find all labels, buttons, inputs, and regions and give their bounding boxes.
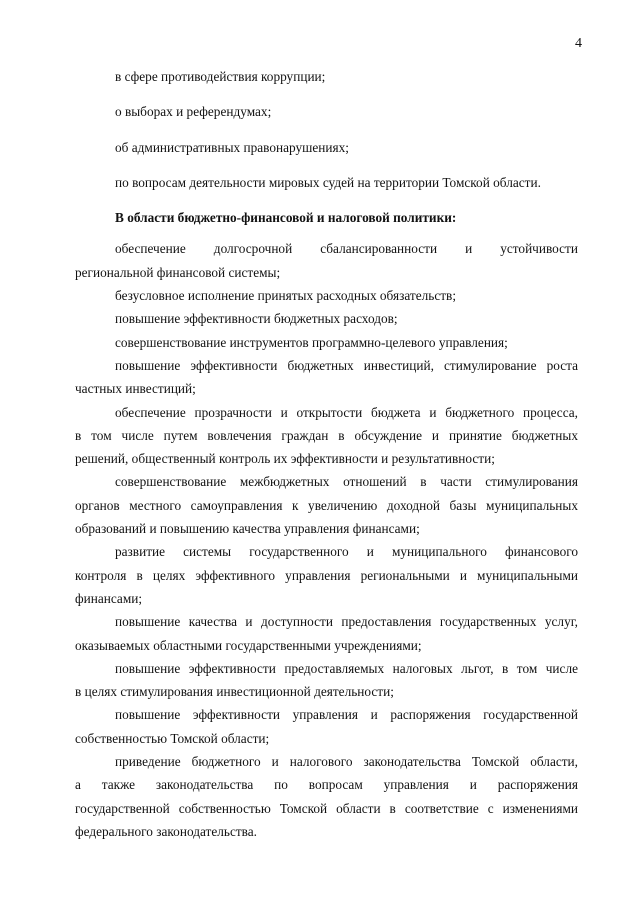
section-heading-budget: В области бюджетно-финансовой и налоговой политики:	[115, 210, 457, 226]
budget-item-line: образований и повышению качества управления финансами;	[75, 521, 420, 537]
budget-item-line: оказываемых областными государственными учреждениями;	[75, 637, 422, 653]
budget-item-4	[75, 331, 578, 354]
budget-item-7	[75, 470, 578, 540]
intro-item-2: о выборах и референдумах;	[115, 104, 272, 120]
budget-item-11	[75, 703, 578, 750]
budget-item-line: развитие системы государственного и муниципального финансового	[115, 544, 578, 560]
budget-item-10	[75, 657, 578, 704]
budget-item-line: повышение эффективности бюджетных инвестиций, стимулирование роста	[115, 357, 578, 373]
spacer	[75, 194, 578, 206]
intro-item-4: по вопросам деятельности мировых судей на территории Томской области.	[115, 174, 541, 190]
budget-item-line: обеспечение прозрачности и открытости бюджета и бюджетного процесса,	[115, 404, 578, 420]
budget-item-3	[75, 307, 578, 330]
budget-item-line: совершенствование межбюджетных отношений в части стимулирования	[115, 474, 578, 490]
budget-item-line: региональной финансовой системы;	[75, 264, 281, 280]
budget-item-1	[75, 237, 578, 284]
budget-item-line: частных инвестиций;	[75, 381, 196, 397]
budget-item-line: а также законодательства по вопросам управления и распоряжения	[75, 777, 578, 793]
budget-item-9	[75, 610, 578, 657]
budget-item-12	[75, 750, 578, 843]
spacer	[75, 124, 578, 136]
budget-item-6	[75, 401, 578, 471]
spacer	[75, 159, 578, 171]
page-number: 4	[575, 36, 582, 51]
intro-item-1: в сфере противодействия коррупции;	[115, 69, 326, 84]
document-body	[75, 65, 578, 843]
budget-item-8	[75, 540, 578, 610]
budget-item-line: в целях стимулирования инвестиционной деятельности;	[75, 684, 394, 700]
budget-item-line: контроля в целях эффективного управления региональными и муниципальными	[75, 567, 578, 583]
budget-item-line: собственностью Томской области;	[75, 730, 270, 746]
budget-item-line: повышение эффективности бюджетных расходов;	[115, 311, 398, 327]
budget-item-line: решений, общественный контроль их эффективности и результативности;	[75, 451, 495, 467]
budget-item-2	[75, 284, 578, 307]
budget-item-line: повышение эффективности предоставляемых налоговых льгот, в том числе	[115, 660, 578, 676]
budget-item-5	[75, 354, 578, 401]
budget-item-line: органов местного самоуправления к увеличению доходной базы муниципальных	[75, 497, 578, 513]
budget-item-line: финансами;	[75, 590, 143, 606]
budget-item-line: федерального законодательства.	[75, 823, 257, 839]
budget-item-line: повышение качества и доступности предоставления государственных услуг,	[115, 614, 578, 630]
intro-item-3: об административных правонарушениях;	[115, 139, 349, 155]
budget-item-line: повышение эффективности управления и распоряжения государственной	[115, 707, 578, 723]
budget-item-list	[75, 237, 578, 843]
budget-item-line: приведение бюджетного и налогового законодательства Томской области,	[115, 754, 578, 770]
budget-item-line: совершенствование инструментов программно-целевого управления;	[115, 334, 508, 350]
budget-item-line: обеспечение долгосрочной сбалансированности и устойчивости	[115, 241, 578, 257]
budget-item-line: безусловное исполнение принятых расходных обязательств;	[115, 288, 457, 304]
spacer	[75, 88, 578, 100]
budget-item-line: в том числе путем вовлечения граждан в обсуждение и принятие бюджетных	[75, 427, 578, 443]
budget-item-line: государственной собственностью Томской области в соответствие с изменениями	[75, 800, 578, 816]
